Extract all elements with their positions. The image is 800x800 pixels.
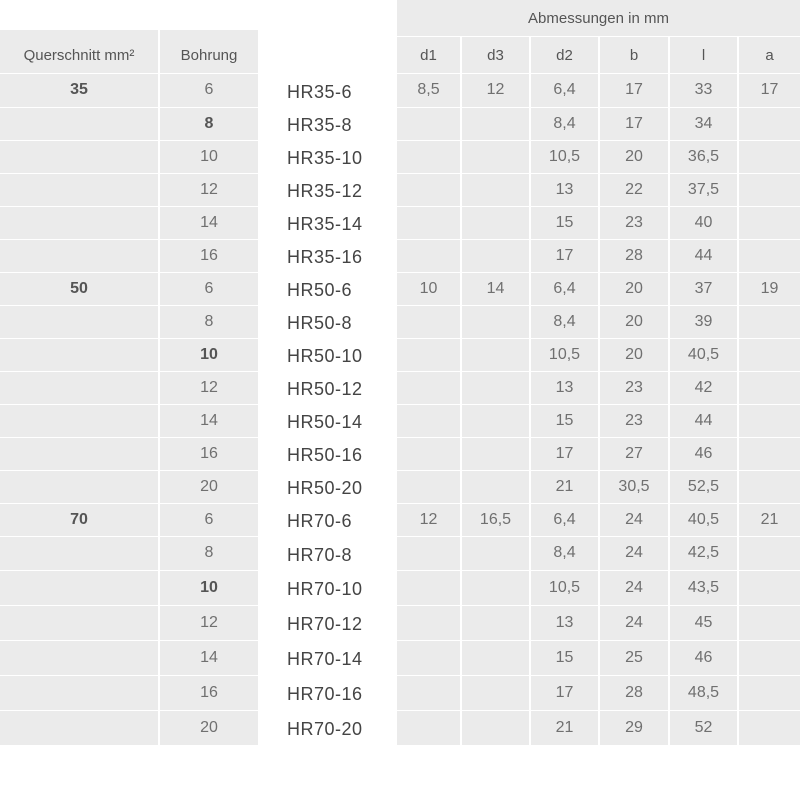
cell-a: 17 bbox=[760, 81, 779, 98]
cell-l: 52 bbox=[694, 718, 713, 736]
part-number: HR50-16 bbox=[287, 445, 363, 465]
cell-bohrung: 10 bbox=[200, 578, 218, 596]
part-number: HR50-10 bbox=[287, 346, 363, 366]
cell-querschnitt bbox=[0, 404, 158, 437]
cell-d1 bbox=[397, 404, 460, 437]
cell-d1 bbox=[397, 710, 460, 745]
cell-d3 bbox=[462, 570, 529, 605]
cell-d3 bbox=[462, 437, 529, 470]
cell-d2: 13 bbox=[555, 613, 574, 631]
cell-d3 bbox=[462, 107, 529, 140]
cell-d3 bbox=[462, 371, 529, 404]
cell-d2: 17 bbox=[555, 246, 574, 264]
cell-d1 bbox=[397, 140, 460, 173]
cell-l: 37 bbox=[694, 279, 713, 297]
cell-b: 20 bbox=[625, 312, 643, 330]
cell-a bbox=[739, 536, 800, 570]
cell-querschnitt bbox=[0, 605, 158, 640]
cell-querschnitt bbox=[0, 470, 158, 503]
cell-d3 bbox=[462, 640, 529, 675]
cell-bohrung: 10 bbox=[200, 147, 218, 165]
cell-d1: 8,5 bbox=[417, 81, 440, 98]
cell-querschnitt bbox=[0, 675, 158, 710]
cell-d2: 21 bbox=[555, 718, 574, 736]
cell-b: 20 bbox=[625, 147, 643, 165]
cell-d2: 15 bbox=[555, 411, 574, 429]
header-bohrung: Bohrung bbox=[180, 46, 238, 64]
cell-b: 22 bbox=[625, 180, 643, 198]
cell-a: 21 bbox=[760, 510, 779, 528]
cell-d3 bbox=[462, 404, 529, 437]
cell-a bbox=[739, 605, 800, 640]
header-a: a bbox=[765, 46, 774, 64]
cell-a bbox=[739, 470, 800, 503]
cell-b: 30,5 bbox=[618, 477, 650, 495]
cell-d2: 6,4 bbox=[553, 510, 576, 528]
cell-d1 bbox=[397, 371, 460, 404]
cell-d1 bbox=[397, 470, 460, 503]
cell-b: 28 bbox=[625, 246, 643, 264]
cell-bohrung: 12 bbox=[200, 613, 218, 631]
header-d2: d2 bbox=[556, 46, 573, 64]
cell-querschnitt bbox=[0, 570, 158, 605]
cell-d2: 10,5 bbox=[548, 345, 581, 363]
cell-l: 33 bbox=[694, 81, 713, 98]
cell-d2: 10,5 bbox=[548, 578, 581, 596]
cell-querschnitt bbox=[0, 140, 158, 173]
cell-a bbox=[739, 404, 800, 437]
cell-l: 40 bbox=[694, 213, 713, 231]
cell-bohrung: 8 bbox=[204, 544, 214, 561]
cell-d1 bbox=[397, 173, 460, 206]
cell-l: 46 bbox=[694, 444, 713, 462]
part-number: HR35-14 bbox=[287, 214, 363, 234]
cell-l: 40,5 bbox=[687, 345, 720, 363]
header-b: b bbox=[629, 46, 639, 64]
cell-b: 23 bbox=[625, 213, 643, 231]
cell-bohrung: 6 bbox=[204, 81, 214, 98]
cell-a bbox=[739, 107, 800, 140]
cell-a bbox=[739, 371, 800, 404]
cell-querschnitt bbox=[0, 710, 158, 745]
cell-d3 bbox=[462, 605, 529, 640]
cell-l: 42,5 bbox=[687, 544, 720, 561]
cell-a bbox=[739, 239, 800, 272]
cell-d2: 13 bbox=[555, 180, 574, 198]
cell-b: 24 bbox=[625, 510, 643, 528]
cell-d3: 12 bbox=[486, 81, 505, 98]
cell-l: 42 bbox=[694, 378, 713, 396]
part-number: HR50-8 bbox=[287, 313, 353, 333]
cell-l: 39 bbox=[694, 312, 713, 330]
cell-bohrung: 6 bbox=[204, 279, 214, 297]
cell-querschnitt bbox=[0, 371, 158, 404]
cell-d1: 10 bbox=[419, 279, 438, 297]
cell-b: 29 bbox=[625, 718, 643, 736]
cell-d3 bbox=[462, 536, 529, 570]
part-number: HR70-12 bbox=[287, 614, 363, 634]
part-number: HR50-12 bbox=[287, 379, 363, 399]
cell-querschnitt bbox=[0, 640, 158, 675]
cell-l: 44 bbox=[694, 411, 713, 429]
part-number: HR70-20 bbox=[287, 719, 363, 739]
cell-d3: 14 bbox=[486, 279, 505, 297]
cell-d2: 17 bbox=[555, 444, 574, 462]
part-number: HR35-6 bbox=[287, 81, 353, 102]
cell-d2: 13 bbox=[555, 378, 574, 396]
cell-b: 28 bbox=[625, 683, 643, 701]
cell-l: 40,5 bbox=[687, 510, 720, 528]
part-number: HR35-16 bbox=[287, 247, 363, 267]
cell-d1 bbox=[397, 536, 460, 570]
part-number: HR50-6 bbox=[287, 280, 353, 300]
cell-d1 bbox=[397, 305, 460, 338]
cell-d2: 17 bbox=[555, 683, 574, 701]
cell-a bbox=[739, 710, 800, 745]
cell-l: 46 bbox=[694, 648, 713, 666]
cell-querschnitt bbox=[0, 338, 158, 371]
cell-d3 bbox=[462, 206, 529, 239]
cell-querschnitt bbox=[0, 173, 158, 206]
cell-d1 bbox=[397, 570, 460, 605]
cell-d3: 16,5 bbox=[479, 510, 512, 528]
part-number: HR50-14 bbox=[287, 412, 363, 432]
cell-l: 44 bbox=[694, 246, 713, 264]
cell-d2: 8,4 bbox=[553, 114, 576, 132]
cell-l: 52,5 bbox=[687, 477, 720, 495]
part-number: HR70-10 bbox=[287, 579, 363, 599]
cell-d1 bbox=[397, 437, 460, 470]
cell-b: 24 bbox=[625, 544, 643, 561]
cell-querschnitt: 50 bbox=[70, 279, 88, 297]
cell-bohrung: 16 bbox=[200, 246, 218, 264]
cell-b: 24 bbox=[625, 578, 643, 596]
cell-d3 bbox=[462, 173, 529, 206]
cell-l: 45 bbox=[694, 613, 713, 631]
cell-querschnitt bbox=[0, 206, 158, 239]
cell-l: 43,5 bbox=[687, 578, 720, 596]
cell-d3 bbox=[462, 710, 529, 745]
cell-a bbox=[739, 140, 800, 173]
cell-d1: 12 bbox=[419, 510, 438, 528]
cell-bohrung: 14 bbox=[200, 648, 218, 666]
cell-querschnitt bbox=[0, 107, 158, 140]
cell-bohrung: 14 bbox=[200, 213, 218, 231]
cell-bohrung: 8 bbox=[204, 114, 214, 132]
part-number: HR35-8 bbox=[287, 115, 353, 135]
cell-d1 bbox=[397, 640, 460, 675]
cell-a bbox=[739, 305, 800, 338]
cell-a bbox=[739, 173, 800, 206]
cell-d3 bbox=[462, 675, 529, 710]
cell-bohrung: 12 bbox=[200, 378, 218, 396]
cell-d1 bbox=[397, 206, 460, 239]
cell-bohrung: 20 bbox=[200, 477, 218, 495]
cell-bohrung: 14 bbox=[200, 411, 218, 429]
cell-d1 bbox=[397, 605, 460, 640]
part-number: HR35-12 bbox=[287, 181, 363, 201]
cell-bohrung: 20 bbox=[200, 718, 218, 736]
cell-querschnitt bbox=[0, 536, 158, 570]
part-number: HR70-14 bbox=[287, 649, 363, 669]
cell-b: 27 bbox=[625, 444, 643, 462]
cell-bohrung: 16 bbox=[200, 683, 218, 701]
cell-d2: 8,4 bbox=[553, 544, 576, 561]
cell-querschnitt bbox=[0, 437, 158, 470]
header-d1: d1 bbox=[420, 46, 437, 64]
cell-b: 20 bbox=[625, 279, 643, 297]
cell-b: 20 bbox=[625, 345, 643, 363]
cell-d1 bbox=[397, 338, 460, 371]
part-number: HR70-8 bbox=[287, 544, 353, 565]
cell-a bbox=[739, 338, 800, 371]
cell-b: 17 bbox=[625, 81, 643, 98]
header-l: l bbox=[701, 46, 706, 64]
cell-bohrung: 12 bbox=[200, 180, 218, 198]
cell-a bbox=[739, 640, 800, 675]
cell-d2: 15 bbox=[555, 213, 574, 231]
cell-l: 36,5 bbox=[687, 147, 720, 165]
header-querschnitt: Querschnitt mm² bbox=[23, 46, 135, 64]
cell-l: 37,5 bbox=[687, 180, 720, 198]
cell-a bbox=[739, 206, 800, 239]
cell-d1 bbox=[397, 675, 460, 710]
cell-b: 23 bbox=[625, 411, 643, 429]
cell-d1 bbox=[397, 107, 460, 140]
header-abmessungen: Abmessungen in mm bbox=[528, 9, 669, 27]
header-d3: d3 bbox=[487, 46, 504, 64]
cell-a bbox=[739, 570, 800, 605]
cell-d2: 6,4 bbox=[553, 279, 576, 297]
cell-bohrung: 10 bbox=[200, 345, 218, 363]
cell-d3 bbox=[462, 470, 529, 503]
cell-querschnitt: 35 bbox=[70, 81, 88, 98]
cell-d2: 15 bbox=[555, 648, 574, 666]
cell-bohrung: 8 bbox=[204, 312, 214, 330]
cell-d3 bbox=[462, 338, 529, 371]
cell-d2: 8,4 bbox=[553, 312, 576, 330]
cell-d1 bbox=[397, 239, 460, 272]
cell-querschnitt bbox=[0, 305, 158, 338]
cell-b: 25 bbox=[625, 648, 643, 666]
cell-a: 19 bbox=[760, 279, 779, 297]
cell-l: 48,5 bbox=[687, 683, 720, 701]
cell-d2: 6,4 bbox=[553, 81, 576, 98]
cell-b: 17 bbox=[625, 114, 643, 132]
cell-a bbox=[739, 675, 800, 710]
cell-d3 bbox=[462, 239, 529, 272]
cell-d2: 21 bbox=[555, 477, 574, 495]
cell-querschnitt bbox=[0, 239, 158, 272]
cell-b: 23 bbox=[625, 378, 643, 396]
cell-bohrung: 6 bbox=[204, 510, 214, 528]
cell-bohrung: 16 bbox=[200, 444, 218, 462]
part-number: HR70-16 bbox=[287, 684, 363, 704]
cell-l: 34 bbox=[694, 114, 713, 132]
cell-d3 bbox=[462, 140, 529, 173]
cell-a bbox=[739, 437, 800, 470]
cell-d3 bbox=[462, 305, 529, 338]
part-number: HR35-10 bbox=[287, 148, 363, 168]
cell-d2: 10,5 bbox=[548, 147, 581, 165]
cell-querschnitt: 70 bbox=[70, 510, 88, 528]
cell-b: 24 bbox=[625, 613, 643, 631]
part-number: HR70-6 bbox=[287, 511, 353, 531]
part-number: HR50-20 bbox=[287, 478, 363, 498]
